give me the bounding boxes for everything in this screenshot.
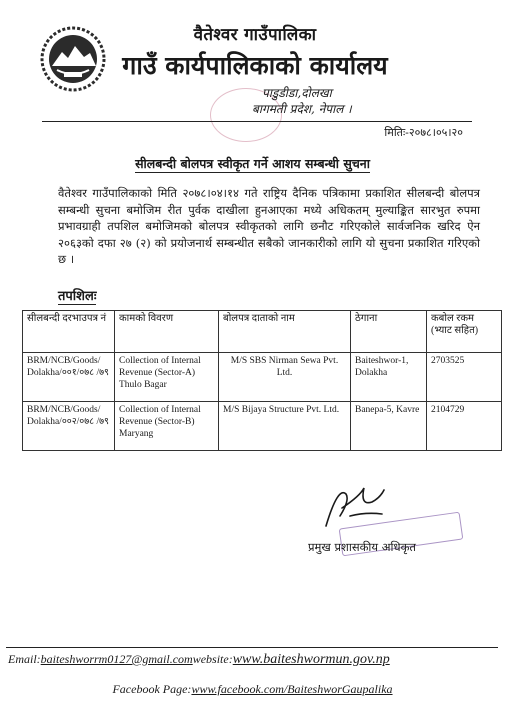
notice-subject-text: सीलबन्दी बोलपत्र स्वीकृत गर्ने आशय सम्बन्धी सुचना: [135, 156, 370, 171]
notice-subject: [0, 155, 505, 172]
footer-facebook: [0, 682, 505, 697]
col-header-bid-amount: कबोल रकम (भ्याट सहित): [427, 311, 502, 353]
table-row: [23, 402, 502, 451]
address-line-1: पाडुडीडा,दोलखा: [262, 86, 332, 100]
col-header-address: ठेगाना: [351, 311, 427, 353]
cell-bidder-name: M/S SBS Nirman Sewa Pvt. Ltd.: [219, 353, 351, 402]
details-label: [58, 286, 96, 304]
municipal-emblem-icon: [40, 26, 106, 92]
bids-table: [22, 310, 502, 451]
notice-body: वैतेश्वर गाउँपालिकाको मिति २०७८।०४।१४ गते राष्ट्रिय दैनिक पत्रिकामा प्रकाशित सीलबन्दी बोलपत्र सम्बन्धी सुचना बमोजिम रीत पुर्वक दाखीला हुनआएका मध्ये अधिकतम् मुल्याङ्कित सारभुत रुपमा प्रभावग्राही तपशिल बमोजिमको बोलपत्र स्वीकृतको लागि छनौट गरिएकोले सार्वजनिक खरिद ऐन २०६३को दफा २७ (२) को प्रयोजनार्थ सम्बन्धीत सबैको जानकारीको लागि यो सुचना प्रकाशित गरिएको छ ।: [58, 186, 480, 266]
cell-address: Baiteshwor-1, Dolakha: [351, 353, 427, 402]
website-label: website:: [192, 652, 233, 666]
signer-title: प्रमुख प्रशासकीय अधिकृत: [308, 540, 416, 554]
details-label-text: तपशिलः: [58, 289, 97, 304]
cell-bid-number: BRM/NCB/Goods/ Dolakha/००२/०७८ /७९: [23, 402, 115, 451]
footer-divider: [6, 647, 498, 648]
col-header-bid-number: सीलबन्दी दरभाउपत्र नं: [23, 311, 115, 353]
cell-bidder-name: M/S Bijaya Structure Pvt. Ltd.: [219, 402, 351, 451]
cell-bid-amount: 2703525: [427, 353, 502, 402]
col-header-work-description: कामको विवरण: [115, 311, 219, 353]
email-label: Email:: [8, 652, 41, 666]
website-link[interactable]: www.baiteshwormun.gov.np: [232, 652, 390, 667]
footer-contact: [8, 652, 390, 668]
col-header-bidder-name: बोलपत्र दाताको नाम: [219, 311, 351, 353]
office-name: गाउँ कार्यपालिकाको कार्यालय: [122, 51, 388, 80]
email-link[interactable]: baiteshworrm0127@gmail.com: [40, 652, 193, 666]
facebook-label: Facebook Page:: [112, 682, 192, 696]
table-header-row: [23, 311, 502, 353]
cell-bid-amount: 2104729: [427, 402, 502, 451]
cell-work-description: Collection of Internal Revenue (Sector-B) Maryang: [115, 402, 219, 451]
cell-address: Banepa-5, Kavre: [351, 402, 427, 451]
cell-work-description: Collection of Internal Revenue (Sector-A) Thulo Bagar: [115, 353, 219, 402]
facebook-link[interactable]: www.facebook.com/BaiteshworGaupalika: [191, 682, 393, 696]
address-line-2: बागमती प्रदेश, नेपाल ।: [252, 102, 352, 116]
org-name: वैतेश्वर गाउँपालिका: [193, 25, 317, 45]
cell-bid-number: BRM/NCB/Goods/ Dolakha/००१/०७८ /७९: [23, 353, 115, 402]
notice-date: मितिः-२०७८।०५।२०: [384, 126, 463, 139]
header-divider: [42, 121, 472, 122]
table-row: [23, 353, 502, 402]
